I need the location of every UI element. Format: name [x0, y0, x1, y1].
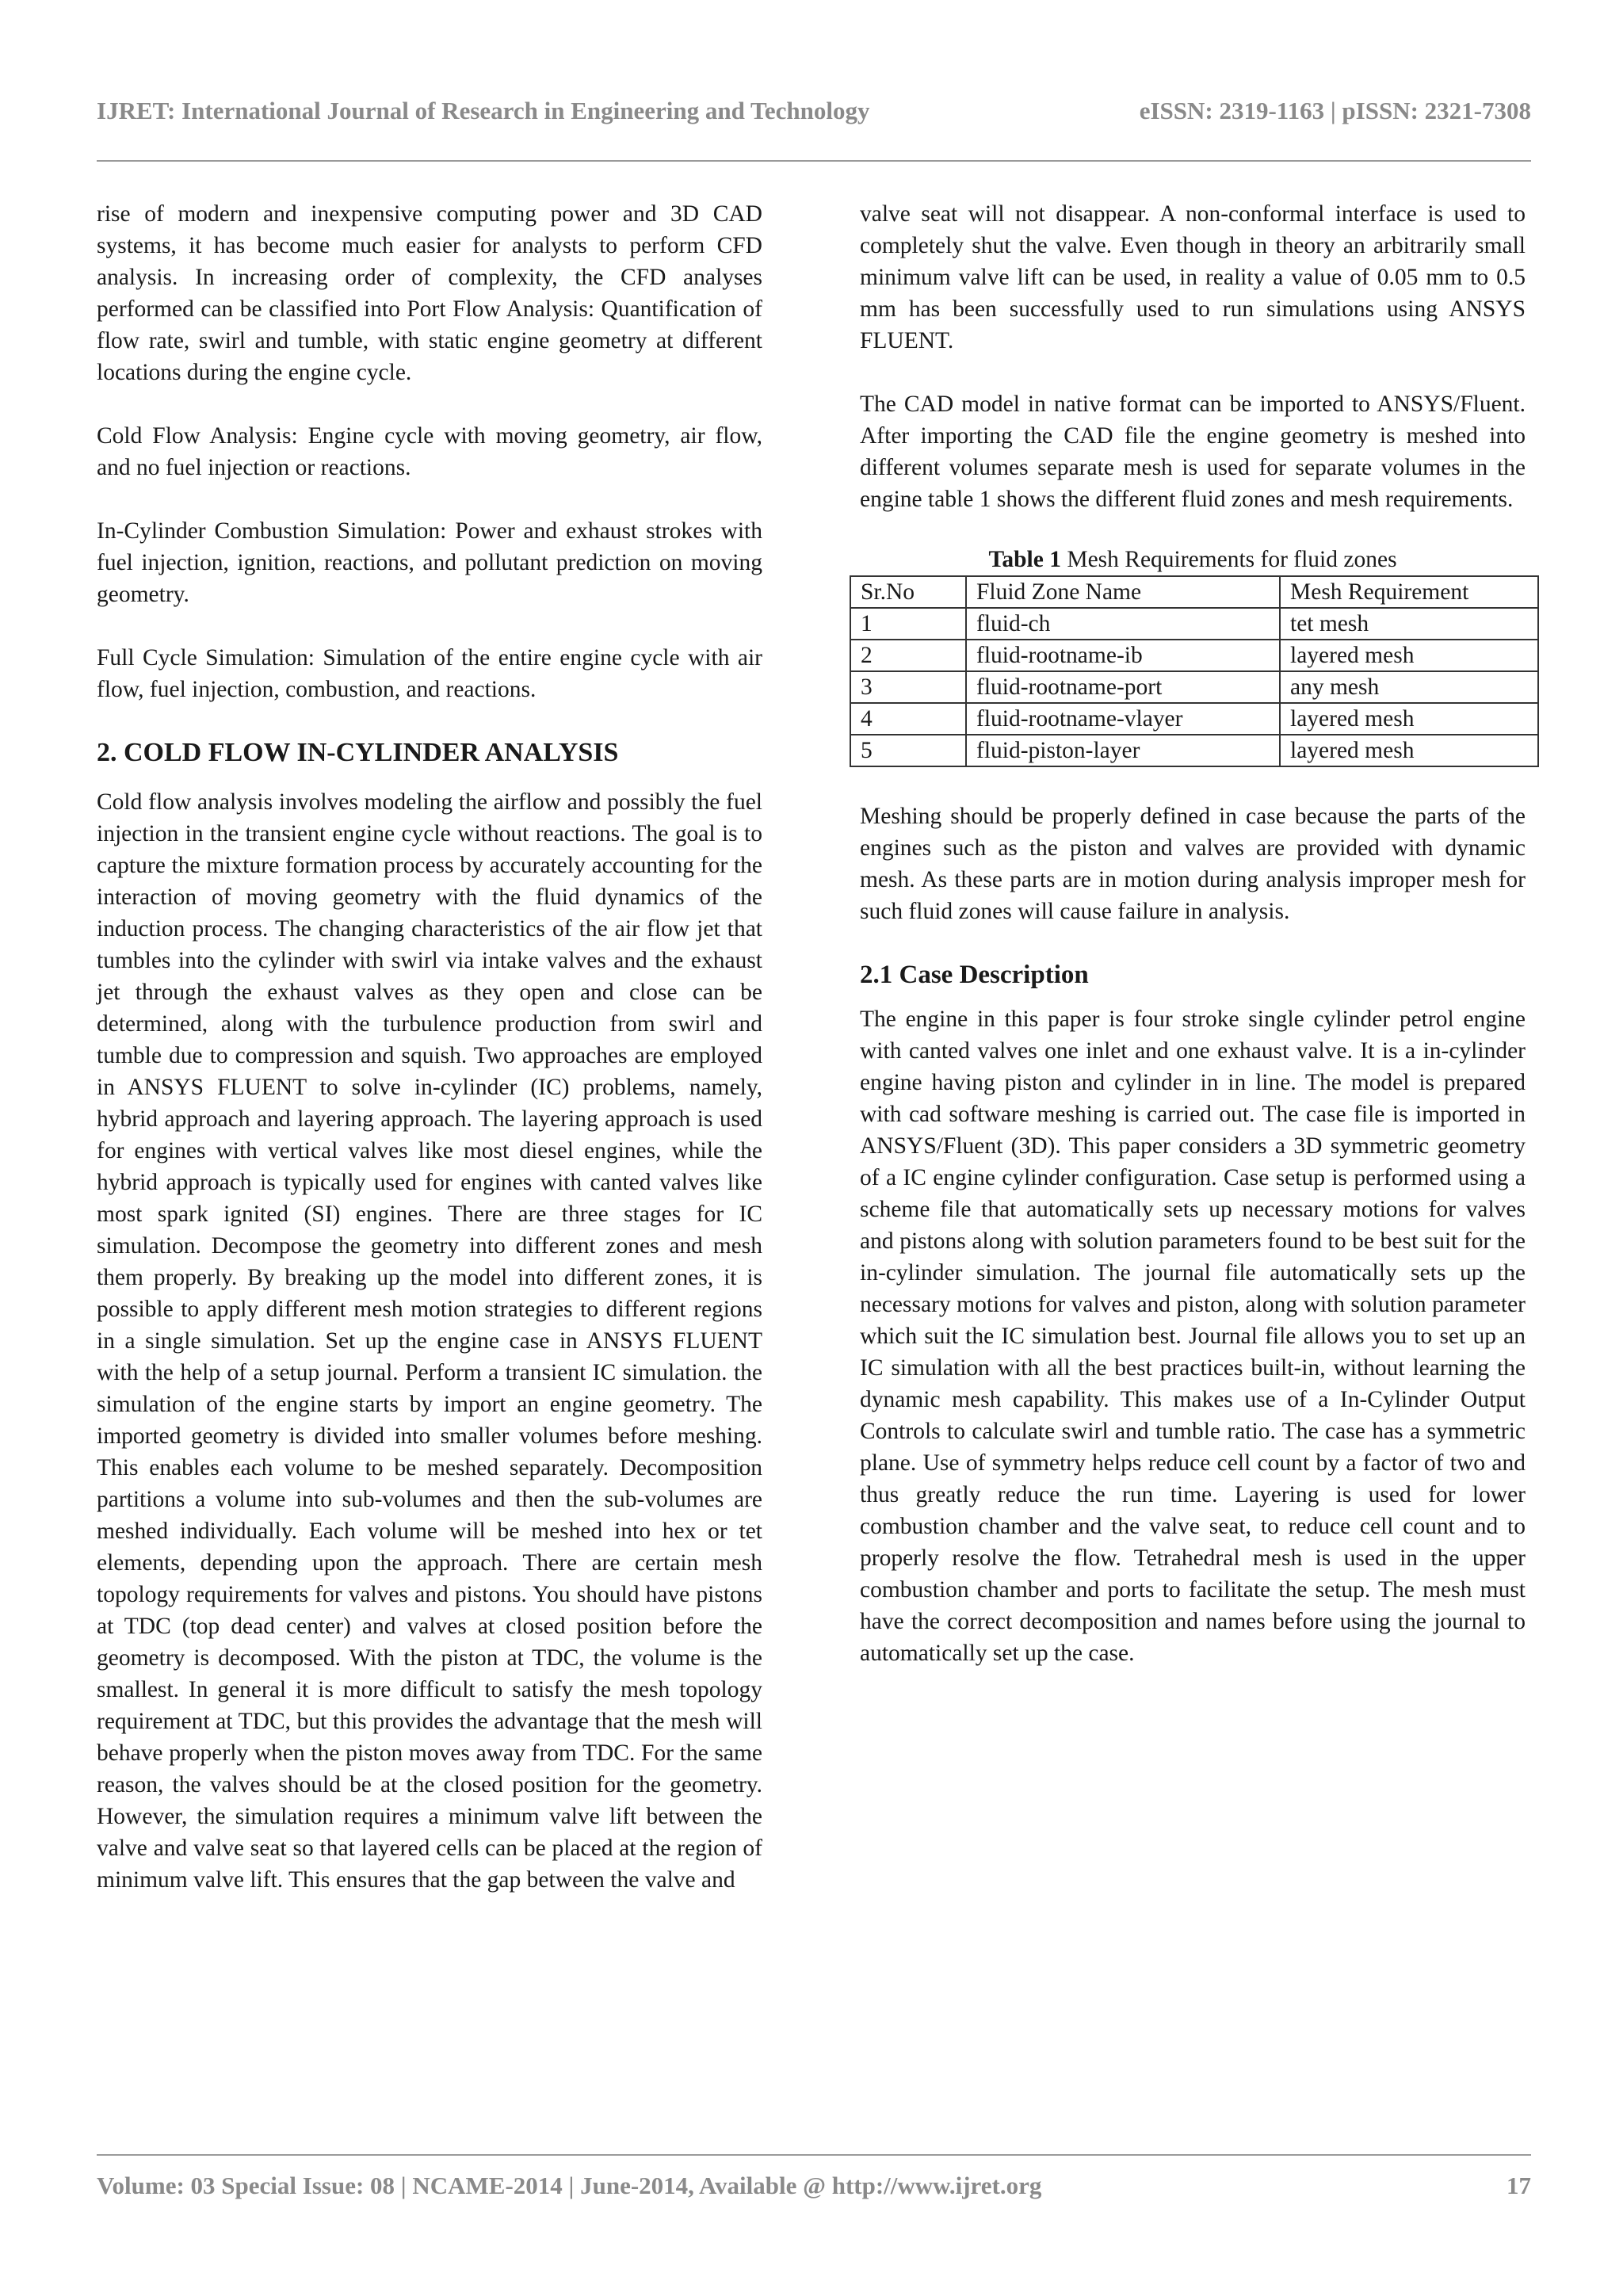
page-footer: [97, 2172, 1531, 2206]
section-heading-2-1: 2.1 Case Description: [860, 961, 1089, 989]
table-cell: 3: [850, 671, 966, 703]
table-row: [850, 608, 1538, 640]
table-cell: fluid-rootname-ib: [966, 640, 1280, 671]
right-paragraph-1: valve seat will not disappear. A non-conformal interface is used to completely shut the valve. Even though in theory an arbitrarily small minimum valve lift can be used, in reality a value of 0.05 mm to 0.5 mm has been successfully used to run simulations using ANSYS FLUENT.: [860, 201, 1526, 353]
table-row: [850, 640, 1538, 671]
left-column: [97, 198, 762, 1927]
table-cell: fluid-ch: [966, 608, 1280, 640]
table-row: [850, 735, 1538, 766]
footer-divider: [97, 2154, 1531, 2156]
right-paragraph-3: Meshing should be properly defined in case because the parts of the engines such as the piston and valves are provided with dynamic mesh. As these parts are in motion during analysis improper mesh for such fluid zones will cause failure in analysis.: [860, 804, 1526, 924]
table-cell: layered mesh: [1280, 640, 1538, 671]
section-heading-2: 2. COLD FLOW IN-CYLINDER ANALYSIS: [97, 738, 619, 767]
table-row: [850, 703, 1538, 735]
table-caption-text: Mesh Requirements for fluid zones: [1060, 547, 1397, 572]
table-cell: 2: [850, 640, 966, 671]
table-cell: fluid-rootname-port: [966, 671, 1280, 703]
page-header: [97, 97, 1531, 128]
table-cell: fluid-rootname-vlayer: [966, 703, 1280, 735]
mesh-requirements-table: [850, 575, 1539, 767]
right-column: [860, 198, 1526, 1701]
page-number: 17: [1507, 2172, 1531, 2199]
table-cell: 5: [850, 735, 966, 766]
table-cell: 4: [850, 703, 966, 735]
table-cell: 1: [850, 608, 966, 640]
table-cell: fluid-piston-layer: [966, 735, 1280, 766]
table-caption: [860, 544, 1526, 575]
journal-title: IJRET: International Journal of Research in Engineering and Technology: [97, 97, 870, 124]
left-paragraph-4: Full Cycle Simulation: Simulation of the entire engine cycle with air flow, fuel injection, combustion, and reactions.: [97, 645, 762, 702]
issn-info: eISSN: 2319-1163 | pISSN: 2321-7308: [1139, 97, 1531, 124]
table-caption-label: Table 1: [988, 547, 1061, 572]
table-cell: any mesh: [1280, 671, 1538, 703]
table-cell: layered mesh: [1280, 703, 1538, 735]
right-paragraph-4: The engine in this paper is four stroke single cylinder petrol engine with canted valves one inlet and one exhaust valve. It is a in-cylinder engine having piston and cylinder in in line. The model is prepared with cad software meshing is carried out. The case file is imported in ANSYS/Fluent (3D). This paper considers a 3D symmetric geometry of a IC engine cylinder configuration. Case setup is performed using a scheme file that automatically sets up necessary motions for valves and pistons along with solution parameters found to be best suit for the in-cylinder simulation. The journal file automatically sets up the necessary motions for valves and piston, along with solution parameter which suit the IC simulation best. Journal file allows you to set up an IC simulation with all the best practices built-in, without learning the dynamic mesh capability. This makes use of a In-Cylinder Output Controls to calculate swirl and tumble ratio. The case has a symmetric plane. Use of symmetry helps reduce cell count by a factor of two and thus greatly reduce the run time. Layering is used for lower combustion chamber and the valve seat, to reduce cell count and to properly resolve the flow. Tetrahedral mesh is used in the upper combustion chamber and ports to facilitate the setup. The mesh must have the correct decomposition and names before using the journal to automatically set up the case.: [860, 1007, 1526, 1666]
left-paragraph-5: Cold flow analysis involves modeling the airflow and possibly the fuel injection in the transient engine cycle without reactions. The goal is to capture the mixture formation process by accurately accounting for the interaction of moving geometry with the fluid dynamics of the induction process. The changing characteristics of the air flow jet that tumbles into the cylinder with swirl via intake valves and the exhaust jet through the exhaust valves as they open and close can be determined, along with the turbulence production from swirl and tumble due to compression and squish. Two approaches are employed in ANSYS FLUENT to solve in-cylinder (IC) problems, namely, hybrid approach and layering approach. The layering approach is used for engines with vertical valves like most diesel engines, while the hybrid approach is typically used for engines with canted valves like most spark ignited (SI) engines. There are three stages for IC simulation. Decompose the geometry into different zones and mesh them properly. By breaking up the model into different zones, it is possible to apply different mesh motion strategies to different regions in a single simulation. Set up the engine case in ANSYS FLUENT with the help of a setup journal. Perform a transient IC simulation. the simulation of the engine starts by import an engine geometry. The imported geometry is divided into smaller volumes before meshing. This enables each volume to be meshed separately. Decomposition partitions a volume into sub-volumes and then the sub-volumes are meshed individually. Each volume will be meshed into hex or tet elements, depending upon the approach. There are certain mesh topology requirements for valves and pistons. You should have pistons at TDC (top dead center) and valves at closed position before the geometry is decomposed. With the piston at TDC, the volume is the smallest. In general it is more difficult to satisfy the mesh topology requirement at TDC, but this provides the advantage that the mesh will behave properly when the piston moves away from TDC. For the same reason, the valves should be at the closed position for the geometry. However, the simulation requires a minimum valve lift between the valve and valve seat so that layered cells can be placed at the region of minimum valve lift. This ensures that the gap between the valve and: [97, 789, 762, 1893]
table-header-cell: Mesh Requirement: [1280, 576, 1538, 608]
table-header-row: [850, 576, 1538, 608]
left-paragraph-1: rise of modern and inexpensive computing power and 3D CAD systems, it has become much easier for analysts to perform CFD analysis. In increasing order of complexity, the CFD analyses performed can be classified into Port Flow Analysis: Quantification of flow rate, swirl and tumble, with static engine geometry at different locations during the engine cycle.: [97, 201, 762, 385]
table-cell: layered mesh: [1280, 735, 1538, 766]
table-row: [850, 671, 1538, 703]
table-cell: tet mesh: [1280, 608, 1538, 640]
header-divider: [97, 160, 1531, 162]
table-header-cell: Sr.No: [850, 576, 966, 608]
right-paragraph-2: The CAD model in native format can be imported to ANSYS/Fluent. After importing the CAD file the engine geometry is meshed into different volumes separate mesh is used for separate volumes in the engine table 1 shows the different fluid zones and mesh requirements.: [860, 392, 1526, 512]
left-paragraph-2: Cold Flow Analysis: Engine cycle with moving geometry, air flow, and no fuel injection or reactions.: [97, 423, 762, 480]
table-header-cell: Fluid Zone Name: [966, 576, 1280, 608]
volume-info: Volume: 03 Special Issue: 08 | NCAME-2014 | June-2014, Available @ http://www.ijret.org: [97, 2172, 1042, 2199]
left-paragraph-3: In-Cylinder Combustion Simulation: Power and exhaust strokes with fuel injection, ignition, reactions, and pollutant prediction on moving geometry.: [97, 518, 762, 607]
